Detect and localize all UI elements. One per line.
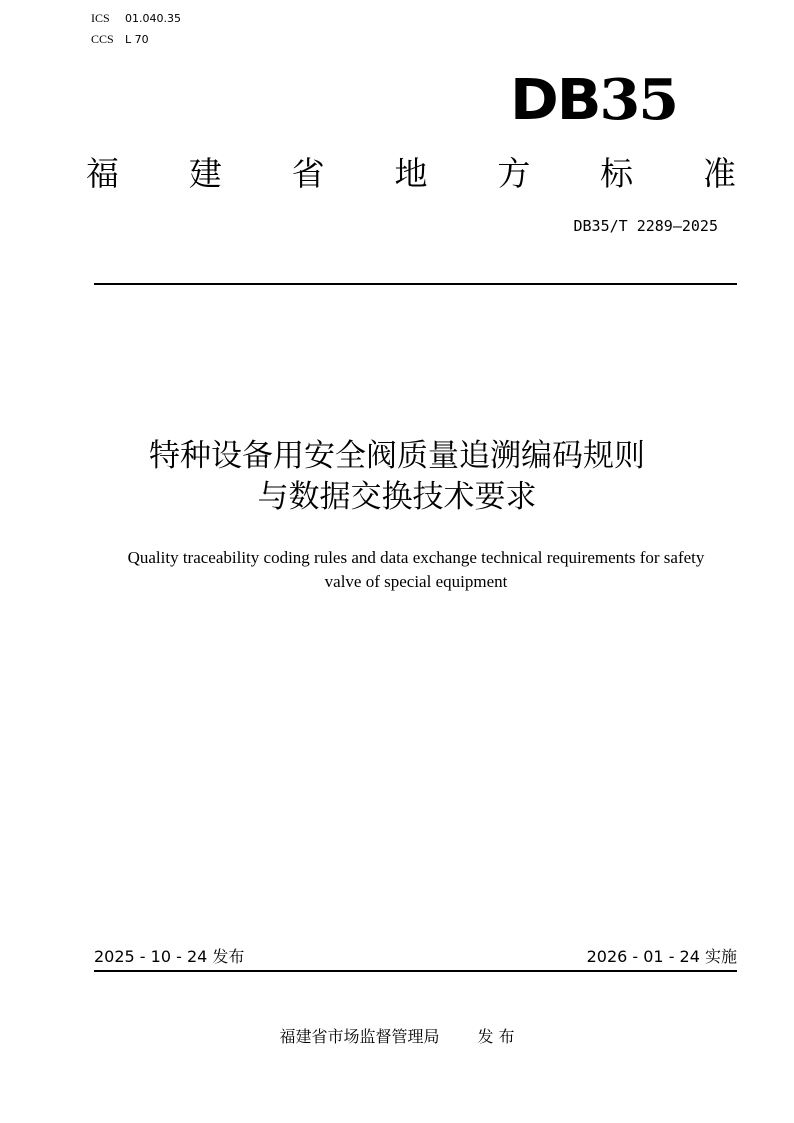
standard-type-char: 方 bbox=[497, 154, 531, 193]
bottom-divider bbox=[94, 970, 737, 972]
implementation-date: 2026 - 01 - 24 实施 bbox=[586, 947, 737, 966]
ics-value: 01.040.35 bbox=[125, 12, 181, 25]
english-title bbox=[80, 546, 752, 594]
issue-date: 2025 - 10 - 24 发布 bbox=[94, 947, 245, 966]
english-title-line-2: valve of special equipment bbox=[324, 572, 508, 591]
ccs-value: L 70 bbox=[125, 33, 149, 46]
logo-letters: DB bbox=[510, 68, 600, 133]
standard-type-heading bbox=[86, 152, 736, 196]
english-title-line-1: Quality traceability coding rules and data exchange technical requirements for safety bbox=[127, 548, 705, 567]
document-title-line-1: 特种设备用安全阀质量追溯编码规则 bbox=[149, 438, 645, 474]
ccs-row bbox=[91, 32, 181, 47]
logo-digits: 35 bbox=[599, 67, 678, 133]
standard-type-char: 省 bbox=[291, 154, 325, 193]
standard-type-char: 地 bbox=[394, 154, 428, 193]
standard-type-char: 建 bbox=[188, 154, 222, 193]
db35-logo bbox=[510, 67, 689, 133]
ccs-label: CCS bbox=[91, 32, 114, 46]
issuer-action: 发 布 bbox=[477, 1027, 515, 1046]
ics-row bbox=[91, 11, 181, 26]
standard-type-char: 标 bbox=[600, 154, 634, 193]
standard-type-char: 福 bbox=[86, 154, 119, 193]
ics-label: ICS bbox=[91, 11, 110, 25]
issuer-line bbox=[0, 1026, 794, 1048]
issuer-name: 福建省市场监督管理局 bbox=[279, 1027, 440, 1046]
standard-number: DB35/T 2289—2025 bbox=[573, 217, 718, 235]
top-divider bbox=[94, 283, 737, 285]
standard-type-char: 准 bbox=[702, 154, 736, 193]
document-title-line-2: 与数据交换技术要求 bbox=[257, 479, 537, 515]
classification-block bbox=[91, 11, 181, 47]
